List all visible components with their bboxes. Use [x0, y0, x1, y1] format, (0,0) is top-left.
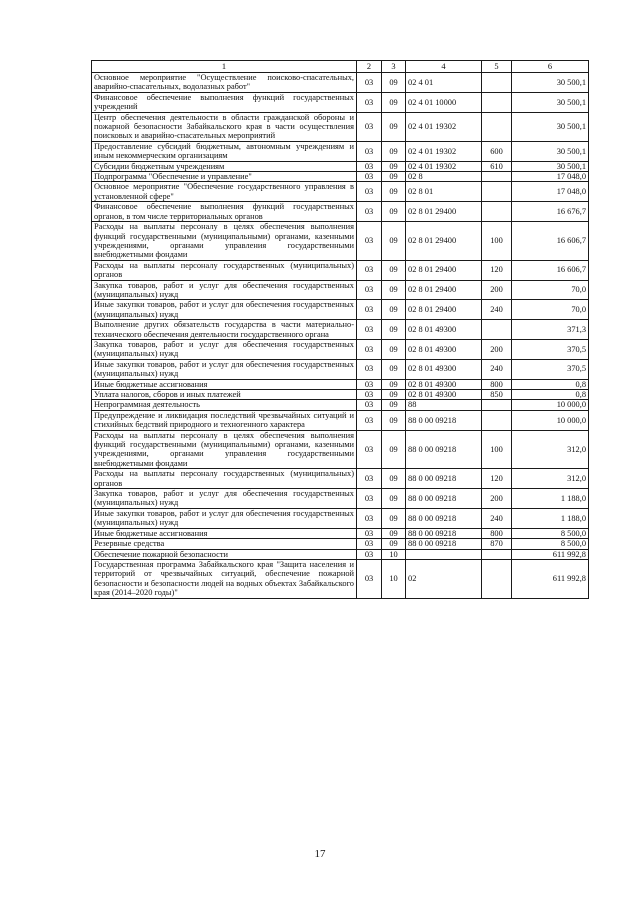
cell-section: 03	[357, 539, 382, 549]
cell-name: Иные закупки товаров, работ и услуг для обеспечения государственных (муниципальных) нужд	[92, 359, 357, 379]
cell-section: 03	[357, 320, 382, 340]
cell-name: Финансовое обеспечение выполнения функций государственных учреждений	[92, 92, 357, 112]
cell-name: Закупка товаров, работ и услуг для обеспечения государственных (муниципальных) нужд	[92, 339, 357, 359]
cell-subsection: 09	[382, 182, 406, 202]
table-row	[92, 320, 589, 340]
cell-section: 03	[357, 379, 382, 389]
cell-target-article: 88 0 00 09218	[406, 528, 482, 538]
cell-section: 03	[357, 112, 382, 141]
cell-subsection: 09	[382, 539, 406, 549]
cell-target-article: 02 8 01 29400	[406, 260, 482, 280]
page-number: 17	[314, 848, 326, 860]
cell-target-article: 02 8 01 49300	[406, 359, 482, 379]
cell-expense-type: 610	[482, 161, 512, 171]
cell-amount: 0,8	[512, 390, 589, 400]
cell-subsection: 09	[382, 430, 406, 469]
cell-amount: 10 000,0	[512, 410, 589, 430]
header-col-name: 1	[92, 61, 357, 73]
cell-subsection: 09	[382, 73, 406, 93]
cell-name: Центр обеспечения деятельности в области гражданской обороны и пожарной безопасности Забайкальского края в части осуществления поисковых и аварийно-спасательных мероприятий	[92, 112, 357, 141]
cell-amount: 611 992,8	[512, 549, 589, 559]
header-col-section: 2	[357, 61, 382, 73]
cell-amount: 8 500,0	[512, 539, 589, 549]
table-row	[92, 559, 589, 598]
cell-expense-type	[482, 92, 512, 112]
cell-amount: 312,0	[512, 469, 589, 489]
cell-name: Иные бюджетные ассигнования	[92, 379, 357, 389]
cell-subsection: 09	[382, 300, 406, 320]
cell-amount: 8 500,0	[512, 528, 589, 538]
cell-subsection: 09	[382, 400, 406, 410]
cell-name: Обеспечение пожарной безопасности	[92, 549, 357, 559]
cell-subsection: 09	[382, 359, 406, 379]
cell-amount: 312,0	[512, 430, 589, 469]
table-row	[92, 539, 589, 549]
cell-target-article: 02	[406, 559, 482, 598]
table-row	[92, 339, 589, 359]
cell-expense-type: 850	[482, 390, 512, 400]
cell-name: Предоставление субсидий бюджетным, автономным учреждениям и иным некоммерческим организациям	[92, 141, 357, 161]
table-body	[92, 73, 589, 599]
cell-subsection: 09	[382, 320, 406, 340]
cell-amount: 16 606,7	[512, 222, 589, 261]
cell-section: 03	[357, 172, 382, 182]
cell-name: Подпрограмма "Обеспечение и управление"	[92, 172, 357, 182]
cell-target-article: 02 4 01 10000	[406, 92, 482, 112]
cell-section: 03	[357, 430, 382, 469]
cell-name: Финансовое обеспечение выполнения функций государственных органов, в том числе территориальных органов	[92, 202, 357, 222]
cell-name: Иные закупки товаров, работ и услуг для обеспечения государственных (муниципальных) нужд	[92, 300, 357, 320]
cell-target-article: 88 0 00 09218	[406, 410, 482, 430]
cell-amount: 30 500,1	[512, 73, 589, 93]
table-row	[92, 222, 589, 261]
cell-subsection: 09	[382, 172, 406, 182]
cell-target-article: 02 8	[406, 172, 482, 182]
header-col-subsection: 3	[382, 61, 406, 73]
table-row	[92, 280, 589, 300]
table-row	[92, 73, 589, 93]
cell-name: Расходы на выплаты персоналу в целях обеспечения выполнения функций государственными (муниципальными) органами, казенными учреждениями, органами управления государственными внебюджетными фондами	[92, 222, 357, 261]
cell-expense-type: 800	[482, 379, 512, 389]
cell-expense-type	[482, 182, 512, 202]
cell-amount: 17 048,0	[512, 172, 589, 182]
cell-expense-type: 100	[482, 430, 512, 469]
cell-amount: 16 676,7	[512, 202, 589, 222]
table-row	[92, 260, 589, 280]
cell-amount: 371,3	[512, 320, 589, 340]
cell-target-article: 02 8 01 49300	[406, 320, 482, 340]
cell-subsection: 09	[382, 222, 406, 261]
cell-expense-type: 240	[482, 359, 512, 379]
cell-expense-type: 240	[482, 508, 512, 528]
cell-subsection: 09	[382, 141, 406, 161]
cell-name: Уплата налогов, сборов и иных платежей	[92, 390, 357, 400]
cell-amount: 70,0	[512, 280, 589, 300]
cell-subsection: 09	[382, 508, 406, 528]
table-row	[92, 202, 589, 222]
cell-amount: 0,8	[512, 379, 589, 389]
cell-section: 03	[357, 73, 382, 93]
table-row	[92, 469, 589, 489]
cell-target-article: 02 8 01 29400	[406, 222, 482, 261]
cell-expense-type: 100	[482, 222, 512, 261]
cell-name: Основное мероприятие "Обеспечение государственного управления в установленной сфере"	[92, 182, 357, 202]
cell-section: 03	[357, 528, 382, 538]
header-col-expense-type: 5	[482, 61, 512, 73]
header-row	[92, 61, 589, 73]
cell-subsection: 09	[382, 202, 406, 222]
cell-section: 03	[357, 92, 382, 112]
cell-target-article: 88 0 00 09218	[406, 508, 482, 528]
cell-target-article: 02 8 01 49300	[406, 379, 482, 389]
cell-section: 03	[357, 280, 382, 300]
table-row	[92, 430, 589, 469]
cell-subsection: 09	[382, 280, 406, 300]
cell-name: Субсидии бюджетным учреждениям	[92, 161, 357, 171]
cell-amount: 30 500,1	[512, 92, 589, 112]
cell-name: Резервные средства	[92, 539, 357, 549]
cell-section: 03	[357, 202, 382, 222]
cell-expense-type: 240	[482, 300, 512, 320]
cell-expense-type: 120	[482, 260, 512, 280]
cell-name: Закупка товаров, работ и услуг для обеспечения государственных (муниципальных) нужд	[92, 489, 357, 509]
cell-target-article: 02 8 01 49300	[406, 390, 482, 400]
cell-section: 03	[357, 141, 382, 161]
cell-section: 03	[357, 161, 382, 171]
table-row	[92, 92, 589, 112]
cell-name: Предупреждение и ликвидация последствий чрезвычайных ситуаций и стихийных бедствий природного и техногенного характера	[92, 410, 357, 430]
cell-expense-type: 120	[482, 469, 512, 489]
table-row	[92, 489, 589, 509]
cell-expense-type: 800	[482, 528, 512, 538]
cell-name: Расходы на выплаты персоналу в целях обеспечения выполнения функций государственными (муниципальными) органами, казенными учреждениями, органами управления государственными внебюджетными фондами	[92, 430, 357, 469]
cell-section: 03	[357, 469, 382, 489]
cell-target-article: 02 8 01 29400	[406, 300, 482, 320]
cell-target-article: 02 8 01	[406, 182, 482, 202]
cell-expense-type	[482, 559, 512, 598]
table-row	[92, 300, 589, 320]
cell-name: Государственная программа Забайкальского края "Защита населения и территорий от чрезвычайных ситуаций, обеспечение пожарной безопасности и безопасности людей на водных объектах Забайкальского края (2014–2020 годы)"	[92, 559, 357, 598]
cell-section: 03	[357, 410, 382, 430]
table-row	[92, 112, 589, 141]
cell-name: Иные закупки товаров, работ и услуг для обеспечения государственных (муниципальных) нужд	[92, 508, 357, 528]
cell-subsection: 10	[382, 559, 406, 598]
table-row	[92, 172, 589, 182]
cell-amount: 10 000,0	[512, 400, 589, 410]
cell-subsection: 09	[382, 528, 406, 538]
table-row	[92, 508, 589, 528]
budget-table	[91, 60, 589, 599]
table-row	[92, 379, 589, 389]
cell-target-article: 88 0 00 09218	[406, 430, 482, 469]
cell-expense-type	[482, 112, 512, 141]
cell-target-article: 02 4 01 19302	[406, 161, 482, 171]
cell-name: Иные бюджетные ассигнования	[92, 528, 357, 538]
cell-subsection: 09	[382, 489, 406, 509]
cell-target-article: 88 0 00 09218	[406, 489, 482, 509]
cell-name: Расходы на выплаты персоналу государственных (муниципальных) органов	[92, 469, 357, 489]
table-row	[92, 400, 589, 410]
cell-amount: 30 500,1	[512, 112, 589, 141]
cell-subsection: 09	[382, 260, 406, 280]
cell-expense-type	[482, 549, 512, 559]
table-row	[92, 390, 589, 400]
cell-expense-type	[482, 172, 512, 182]
cell-target-article: 88 0 00 09218	[406, 539, 482, 549]
cell-amount: 16 606,7	[512, 260, 589, 280]
cell-section: 03	[357, 508, 382, 528]
cell-target-article: 02 8 01 49300	[406, 339, 482, 359]
cell-target-article: 02 4 01	[406, 73, 482, 93]
cell-section: 03	[357, 390, 382, 400]
cell-target-article: 02 4 01 19302	[406, 141, 482, 161]
cell-subsection: 09	[382, 112, 406, 141]
table-row	[92, 528, 589, 538]
cell-section: 03	[357, 300, 382, 320]
cell-section: 03	[357, 182, 382, 202]
table-row	[92, 141, 589, 161]
cell-amount: 370,5	[512, 359, 589, 379]
cell-subsection: 09	[382, 390, 406, 400]
cell-target-article: 88 0 00 09218	[406, 469, 482, 489]
cell-expense-type	[482, 410, 512, 430]
cell-name: Непрограммная деятельность	[92, 400, 357, 410]
table-row	[92, 410, 589, 430]
cell-target-article: 88	[406, 400, 482, 410]
table-row	[92, 182, 589, 202]
cell-subsection: 09	[382, 379, 406, 389]
table-row	[92, 161, 589, 171]
cell-target-article: 02 8 01 29400	[406, 202, 482, 222]
cell-subsection: 09	[382, 92, 406, 112]
header-col-target-article: 4	[406, 61, 482, 73]
cell-subsection: 09	[382, 339, 406, 359]
cell-expense-type	[482, 320, 512, 340]
cell-section: 03	[357, 559, 382, 598]
cell-section: 03	[357, 489, 382, 509]
cell-expense-type: 870	[482, 539, 512, 549]
cell-section: 03	[357, 222, 382, 261]
cell-target-article: 02 4 01 19302	[406, 112, 482, 141]
cell-name: Закупка товаров, работ и услуг для обеспечения государственных (муниципальных) нужд	[92, 280, 357, 300]
cell-amount: 70,0	[512, 300, 589, 320]
cell-expense-type	[482, 73, 512, 93]
cell-section: 03	[357, 549, 382, 559]
cell-name: Выполнение других обязательств государства в части материально-технического обеспечения деятельности государственного органа	[92, 320, 357, 340]
cell-section: 03	[357, 339, 382, 359]
cell-expense-type: 200	[482, 339, 512, 359]
cell-expense-type: 200	[482, 489, 512, 509]
table-row	[92, 359, 589, 379]
cell-target-article	[406, 549, 482, 559]
cell-expense-type: 200	[482, 280, 512, 300]
header-col-amount: 6	[512, 61, 589, 73]
cell-expense-type	[482, 202, 512, 222]
cell-amount: 30 500,1	[512, 161, 589, 171]
cell-section: 03	[357, 359, 382, 379]
cell-amount: 1 188,0	[512, 489, 589, 509]
cell-amount: 30 500,1	[512, 141, 589, 161]
cell-target-article: 02 8 01 29400	[406, 280, 482, 300]
cell-section: 03	[357, 260, 382, 280]
cell-expense-type: 600	[482, 141, 512, 161]
cell-subsection: 10	[382, 549, 406, 559]
cell-subsection: 09	[382, 469, 406, 489]
cell-amount: 17 048,0	[512, 182, 589, 202]
cell-subsection: 09	[382, 410, 406, 430]
cell-name: Основное мероприятие "Осуществление поисково-спасательных, аварийно-спасательных, водолазных работ"	[92, 73, 357, 93]
cell-name: Расходы на выплаты персоналу государственных (муниципальных) органов	[92, 260, 357, 280]
cell-amount: 611 992,8	[512, 559, 589, 598]
cell-subsection: 09	[382, 161, 406, 171]
cell-amount: 1 188,0	[512, 508, 589, 528]
cell-amount: 370,5	[512, 339, 589, 359]
cell-expense-type	[482, 400, 512, 410]
table-row	[92, 549, 589, 559]
cell-section: 03	[357, 400, 382, 410]
